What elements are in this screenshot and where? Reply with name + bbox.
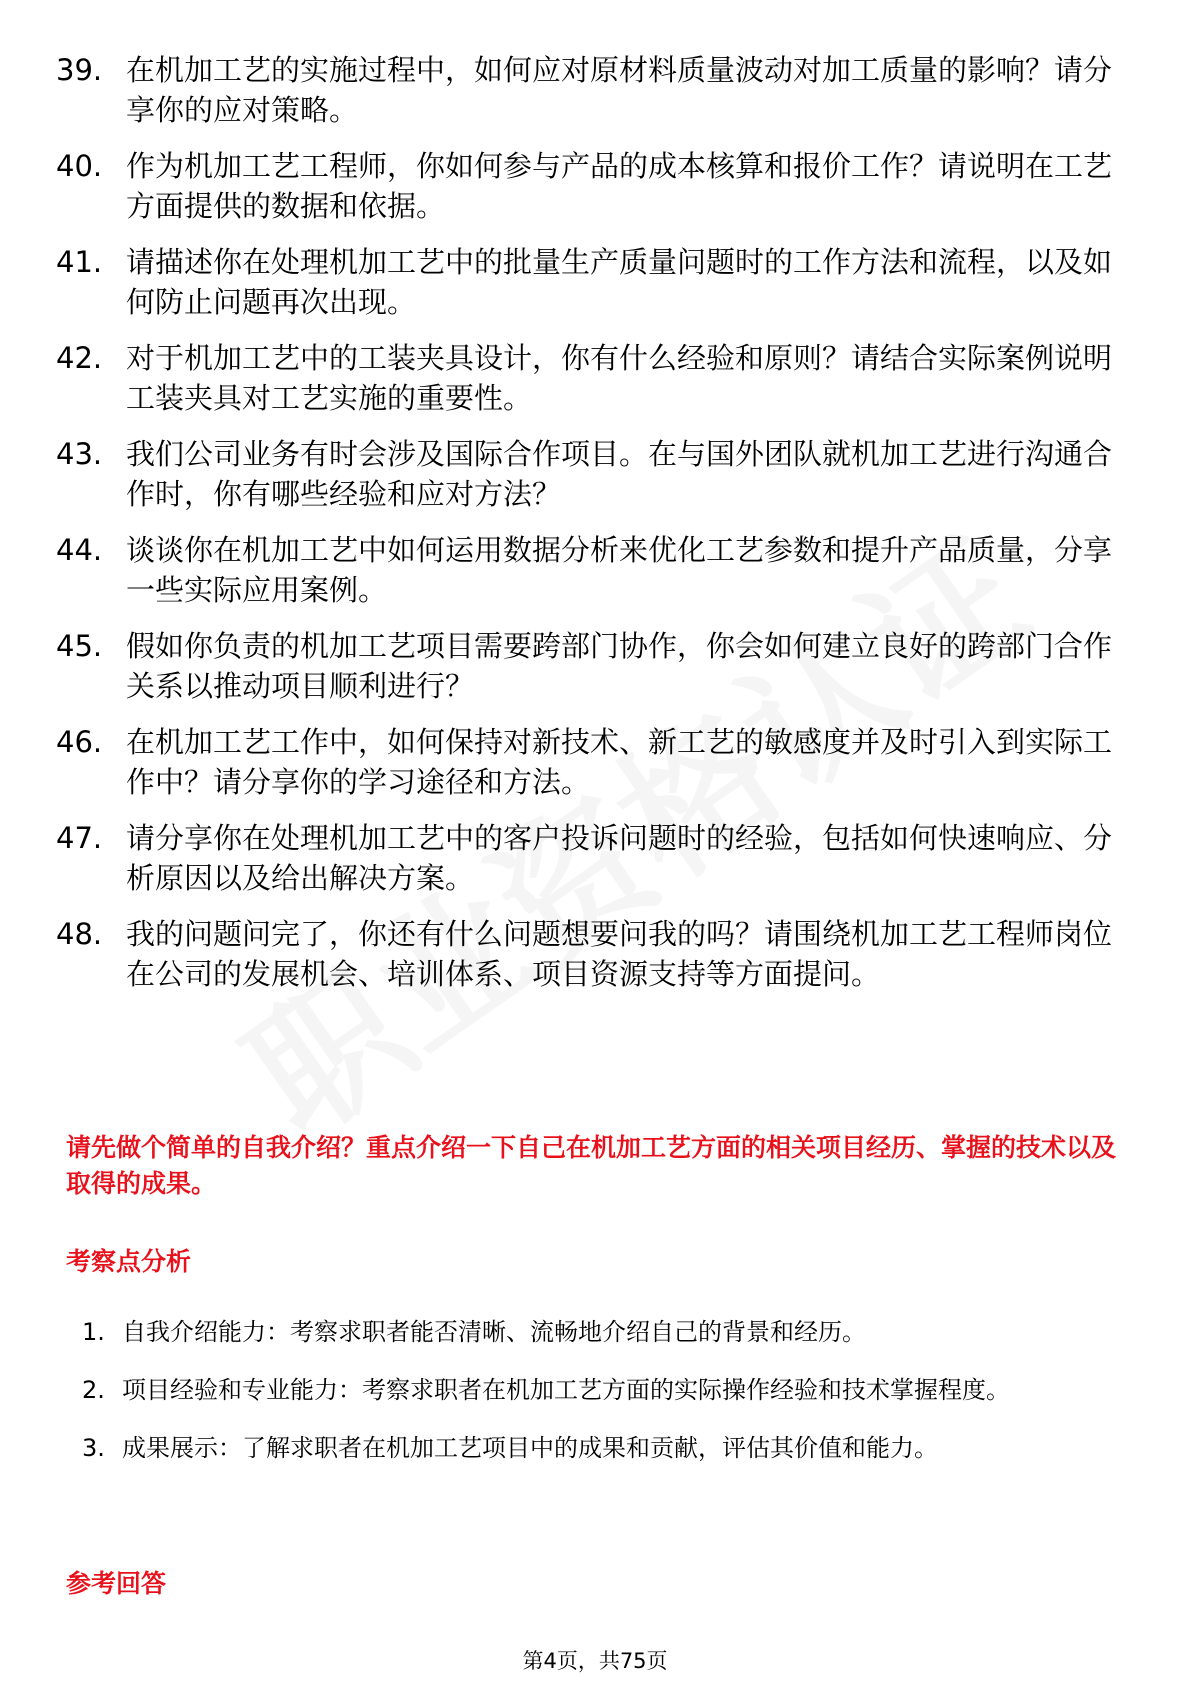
- question-number: 41.: [56, 245, 103, 279]
- main-question: 请先做个简单的自我介绍？重点介绍一下自己在机加工艺方面的相关项目经历、掌握的技术以及取得的成果。: [66, 1133, 1117, 1198]
- question-number: 45.: [56, 629, 103, 663]
- question-item: [56, 146, 1116, 226]
- question-item: [56, 242, 1116, 322]
- question-number: 43.: [56, 437, 103, 471]
- analysis-point: [82, 1306, 1122, 1358]
- question-text: 我的问题问完了，你还有什么问题想要问我的吗？请围绕机加工艺工程师岗位在公司的发展机会、培训体系、项目资源支持等方面提问。: [126, 917, 1113, 991]
- question-item: [56, 722, 1116, 802]
- question-text: 作为机加工艺工程师，你如何参与产品的成本核算和报价工作？请说明在工艺方面提供的数据和依据。: [126, 149, 1113, 223]
- question-text: 请描述你在处理机加工艺中的批量生产质量问题时的工作方法和流程，以及如何防止问题再次出现。: [126, 245, 1113, 319]
- question-text: 在机加工艺工作中，如何保持对新技术、新工艺的敏感度并及时引入到实际工作中？请分享你的学习途径和方法。: [126, 725, 1113, 799]
- analysis-points: [82, 1306, 1122, 1480]
- question-text: 对于机加工艺中的工装夹具设计，你有什么经验和原则？请结合实际案例说明工装夹具对工艺实施的重要性。: [126, 341, 1113, 415]
- analysis-heading: 考察点分析: [66, 1247, 192, 1276]
- point-number: 3.: [82, 1434, 105, 1462]
- question-item: [56, 530, 1116, 610]
- answer-heading: 参考回答: [66, 1569, 167, 1598]
- point-text: 自我介绍能力：考察求职者能否清晰、流畅地介绍自己的背景和经历。: [122, 1318, 866, 1346]
- question-text: 请分享你在处理机加工艺中的客户投诉问题时的经验，包括如何快速响应、分析原因以及给出解决方案。: [126, 821, 1113, 895]
- page-footer: 第4页，共75页: [522, 1649, 668, 1673]
- question-item: [56, 914, 1116, 994]
- analysis-point: [82, 1422, 1122, 1474]
- question-number: 40.: [56, 149, 103, 183]
- point-text: 项目经验和专业能力：考察求职者在机加工艺方面的实际操作经验和技术掌握程度。: [122, 1376, 1010, 1404]
- analysis-point: [82, 1364, 1122, 1416]
- question-item: [56, 50, 1116, 130]
- question-text: 假如你负责的机加工艺项目需要跨部门协作，你会如何建立良好的跨部门合作关系以推动项目顺利进行？: [126, 629, 1113, 703]
- point-number: 1.: [82, 1318, 105, 1346]
- question-number: 47.: [56, 821, 103, 855]
- point-number: 2.: [82, 1376, 105, 1404]
- question-text: 在机加工艺的实施过程中，如何应对原材料质量波动对加工质量的影响？请分享你的应对策略。: [126, 53, 1113, 127]
- question-number: 42.: [56, 341, 103, 375]
- question-item: [56, 434, 1116, 514]
- question-item: [56, 338, 1116, 418]
- question-number: 48.: [56, 917, 103, 951]
- question-number: 46.: [56, 725, 103, 759]
- question-text: 我们公司业务有时会涉及国际合作项目。在与国外团队就机加工艺进行沟通合作时，你有哪些经验和应对方法？: [126, 437, 1113, 511]
- question-number: 44.: [56, 533, 103, 567]
- question-item: [56, 626, 1116, 706]
- question-text: 谈谈你在机加工艺中如何运用数据分析来优化工艺参数和提升产品质量，分享一些实际应用案例。: [126, 533, 1113, 607]
- question-number: 39.: [56, 53, 103, 87]
- point-text: 成果展示：了解求职者在机加工艺项目中的成果和贡献，评估其价值和能力。: [122, 1434, 938, 1462]
- question-list: [56, 50, 1116, 1010]
- question-item: [56, 818, 1116, 898]
